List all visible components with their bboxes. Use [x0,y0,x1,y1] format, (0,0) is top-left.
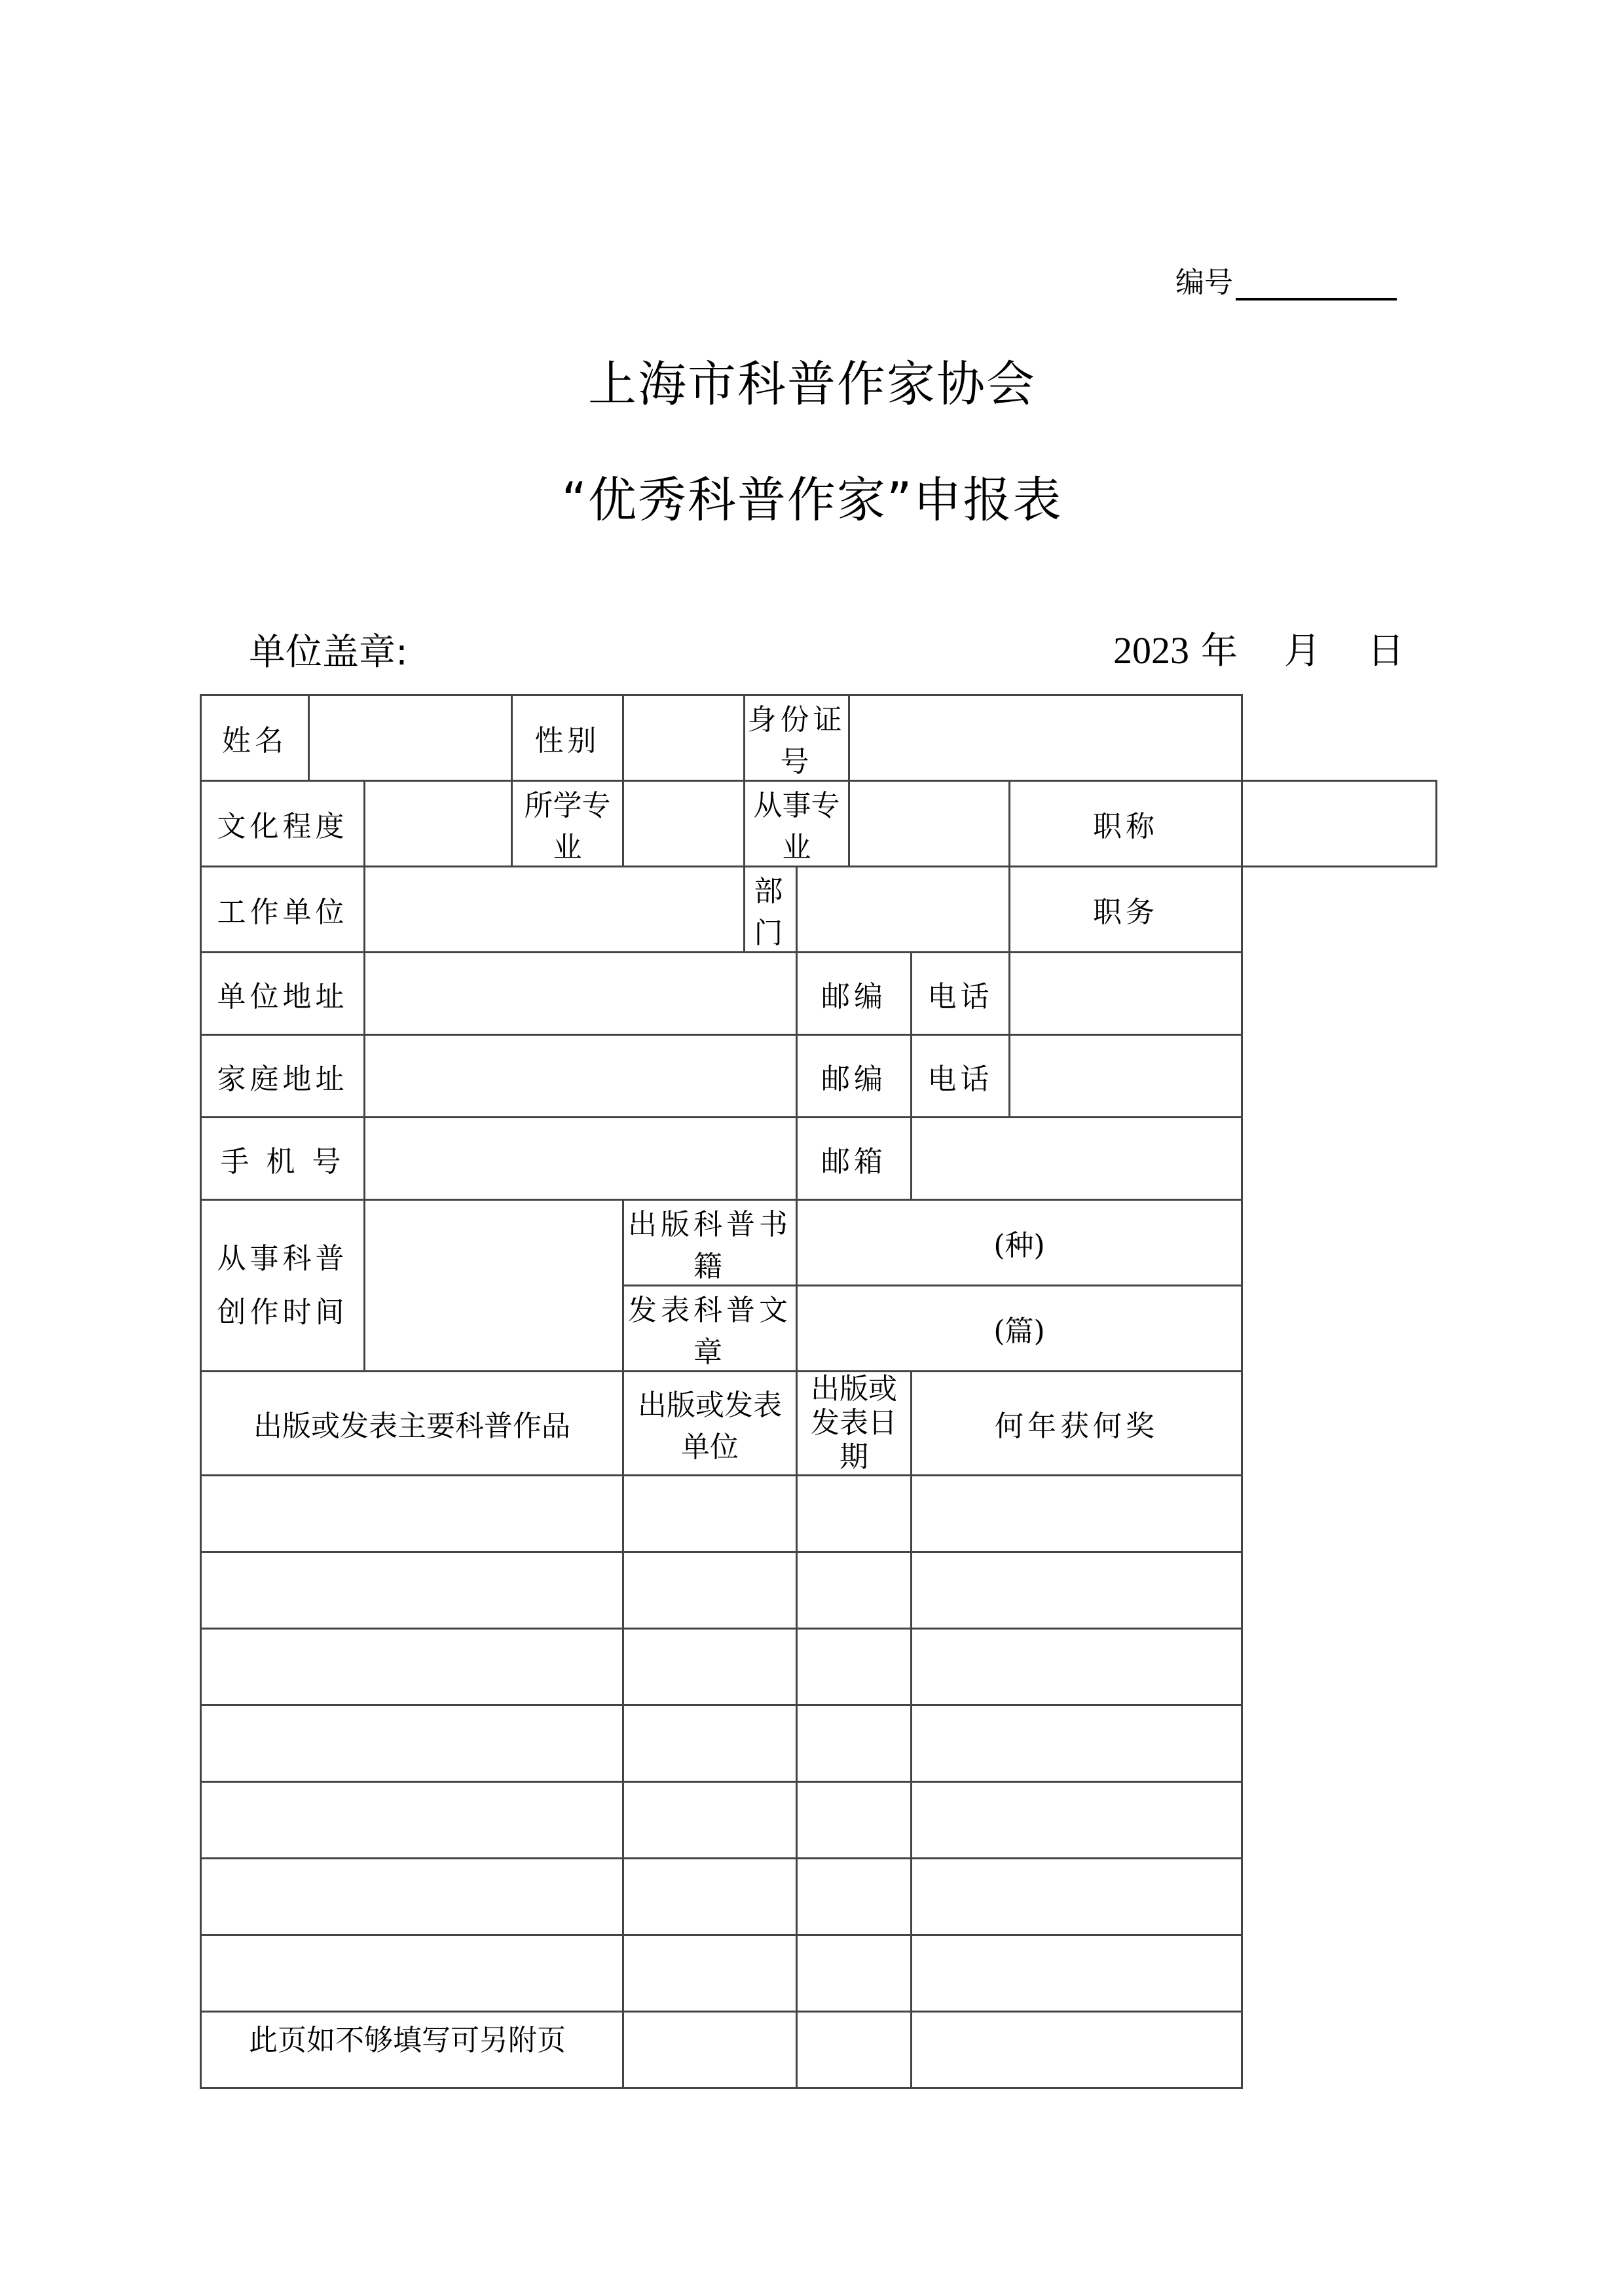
works-cell-award[interactable] [912,1935,1242,2012]
row-work-address [201,953,1437,1035]
works-cell-award[interactable] [912,2012,1242,2088]
label-department: 部门 [745,867,797,953]
works-cell-title[interactable] [201,1629,623,1705]
row-education [201,781,1437,867]
works-cell-date[interactable] [797,1476,912,1552]
field-department[interactable] [797,867,1010,953]
works-cell-title[interactable] [201,1859,623,1935]
field-education[interactable] [365,781,512,867]
works-cell-date[interactable] [797,1705,912,1782]
label-work-postcode: 邮编 [797,953,912,1035]
works-cell-publisher[interactable] [623,2012,797,2088]
works-cell-publisher[interactable] [623,1859,797,1935]
works-cell-date[interactable] [797,1629,912,1705]
row-creation-books [201,1200,1437,1286]
works-row [201,1629,1437,1705]
header-date-line1: 出版或 [811,1372,897,1406]
label-name: 姓名 [201,695,309,781]
works-cell-award[interactable] [912,1782,1242,1859]
header-date-line2: 发表日期 [811,1406,897,1474]
date-year: 2023 [1113,629,1189,672]
serial-number-blank[interactable] [1236,265,1397,301]
date-year-unit: 年 [1200,630,1238,672]
works-cell-award[interactable] [912,1629,1242,1705]
label-creation-years [201,1200,365,1372]
label-mobile: 手 机 号 [201,1118,365,1200]
label-home-phone: 电话 [912,1035,1010,1118]
label-articles: 发表科普文章 [623,1286,797,1372]
label-creation-years-line1: 从事科普 [217,1241,348,1275]
application-form-table [200,694,1437,2089]
row-basic-info [201,695,1437,781]
field-title[interactable] [1242,781,1437,867]
books-unit: (种) [993,1229,1045,1262]
field-email[interactable] [912,1118,1242,1200]
works-cell-publisher[interactable] [623,1935,797,2012]
works-cell-award[interactable] [912,1705,1242,1782]
org-title: 上海市科普作家协会 [588,356,1036,412]
field-profession[interactable] [849,781,1010,867]
works-cell-award[interactable] [912,1476,1242,1552]
works-row [201,1552,1437,1629]
label-books: 出版科普书籍 [623,1200,797,1286]
label-work-address: 单位地址 [201,953,365,1035]
works-cell-title[interactable] [201,1552,623,1629]
articles-unit: (篇) [993,1315,1045,1348]
header-date [797,1372,912,1476]
serial-number [1175,259,1397,301]
works-cell-award[interactable] [912,1859,1242,1935]
header-works: 出版或发表主要科普作品 [201,1372,623,1476]
header-publisher: 出版或发表单位 [623,1372,797,1476]
works-cell-date[interactable] [797,1552,912,1629]
date-day-unit: 日 [1367,630,1405,672]
serial-number-label: 编号 [1175,266,1233,299]
field-books[interactable] [797,1200,1242,1286]
works-row [201,1935,1437,2012]
works-cell-title[interactable] [201,1782,623,1859]
label-home-postcode: 邮编 [797,1035,912,1118]
footnote: 此页如不够填写可另附页 [249,2024,566,2057]
works-cell-publisher[interactable] [623,1705,797,1782]
field-work-phone[interactable] [1010,953,1242,1035]
stamp-label: 单位盖章: [249,631,408,674]
date-month-unit: 月 [1284,630,1321,672]
field-gender[interactable] [623,695,745,781]
form-title: “优秀科普作家”申报表 [561,472,1063,528]
works-cell-title[interactable] [201,1476,623,1552]
field-major[interactable] [623,781,745,867]
works-cell-title[interactable] [201,1935,623,2012]
works-cell-award[interactable] [912,1552,1242,1629]
date-line [1113,622,1404,674]
works-cell-title[interactable] [201,1705,623,1782]
works-cell-date[interactable] [797,2012,912,2088]
field-mobile[interactable] [365,1118,797,1200]
field-home-phone[interactable] [1010,1035,1242,1118]
label-gender: 性别 [512,695,623,781]
label-position: 职务 [1010,867,1242,953]
field-name[interactable] [309,695,512,781]
works-row [201,1782,1437,1859]
works-row [201,1476,1437,1552]
works-row [201,1859,1437,1935]
works-cell-publisher[interactable] [623,1629,797,1705]
label-home-address: 家庭地址 [201,1035,365,1118]
header-award: 何年获何奖 [912,1372,1242,1476]
field-employer[interactable] [365,867,745,953]
field-articles[interactable] [797,1286,1242,1372]
works-cell-date[interactable] [797,1935,912,2012]
label-title: 职称 [1010,781,1242,867]
field-id-number[interactable] [849,695,1242,781]
field-creation-years[interactable] [365,1200,623,1372]
label-major: 所学专业 [512,781,623,867]
works-cell-publisher[interactable] [623,1552,797,1629]
field-work-address[interactable] [365,953,797,1035]
works-cell-publisher[interactable] [623,1782,797,1859]
label-creation-years-line2: 创作时间 [217,1295,348,1329]
label-work-phone: 电话 [912,953,1010,1035]
label-education: 文化程度 [201,781,365,867]
works-cell-publisher[interactable] [623,1476,797,1552]
label-employer: 工作单位 [201,867,365,953]
works-row [201,1705,1437,1782]
row-mobile [201,1118,1437,1200]
row-employer [201,867,1437,953]
label-email: 邮箱 [797,1118,912,1200]
label-profession: 从事专业 [745,781,849,867]
row-works-header [201,1372,1437,1476]
label-id-number: 身份证号 [745,695,849,781]
field-home-address[interactable] [365,1035,797,1118]
row-home-address [201,1035,1437,1118]
works-cell-date[interactable] [797,1859,912,1935]
works-cell-date[interactable] [797,1782,912,1859]
